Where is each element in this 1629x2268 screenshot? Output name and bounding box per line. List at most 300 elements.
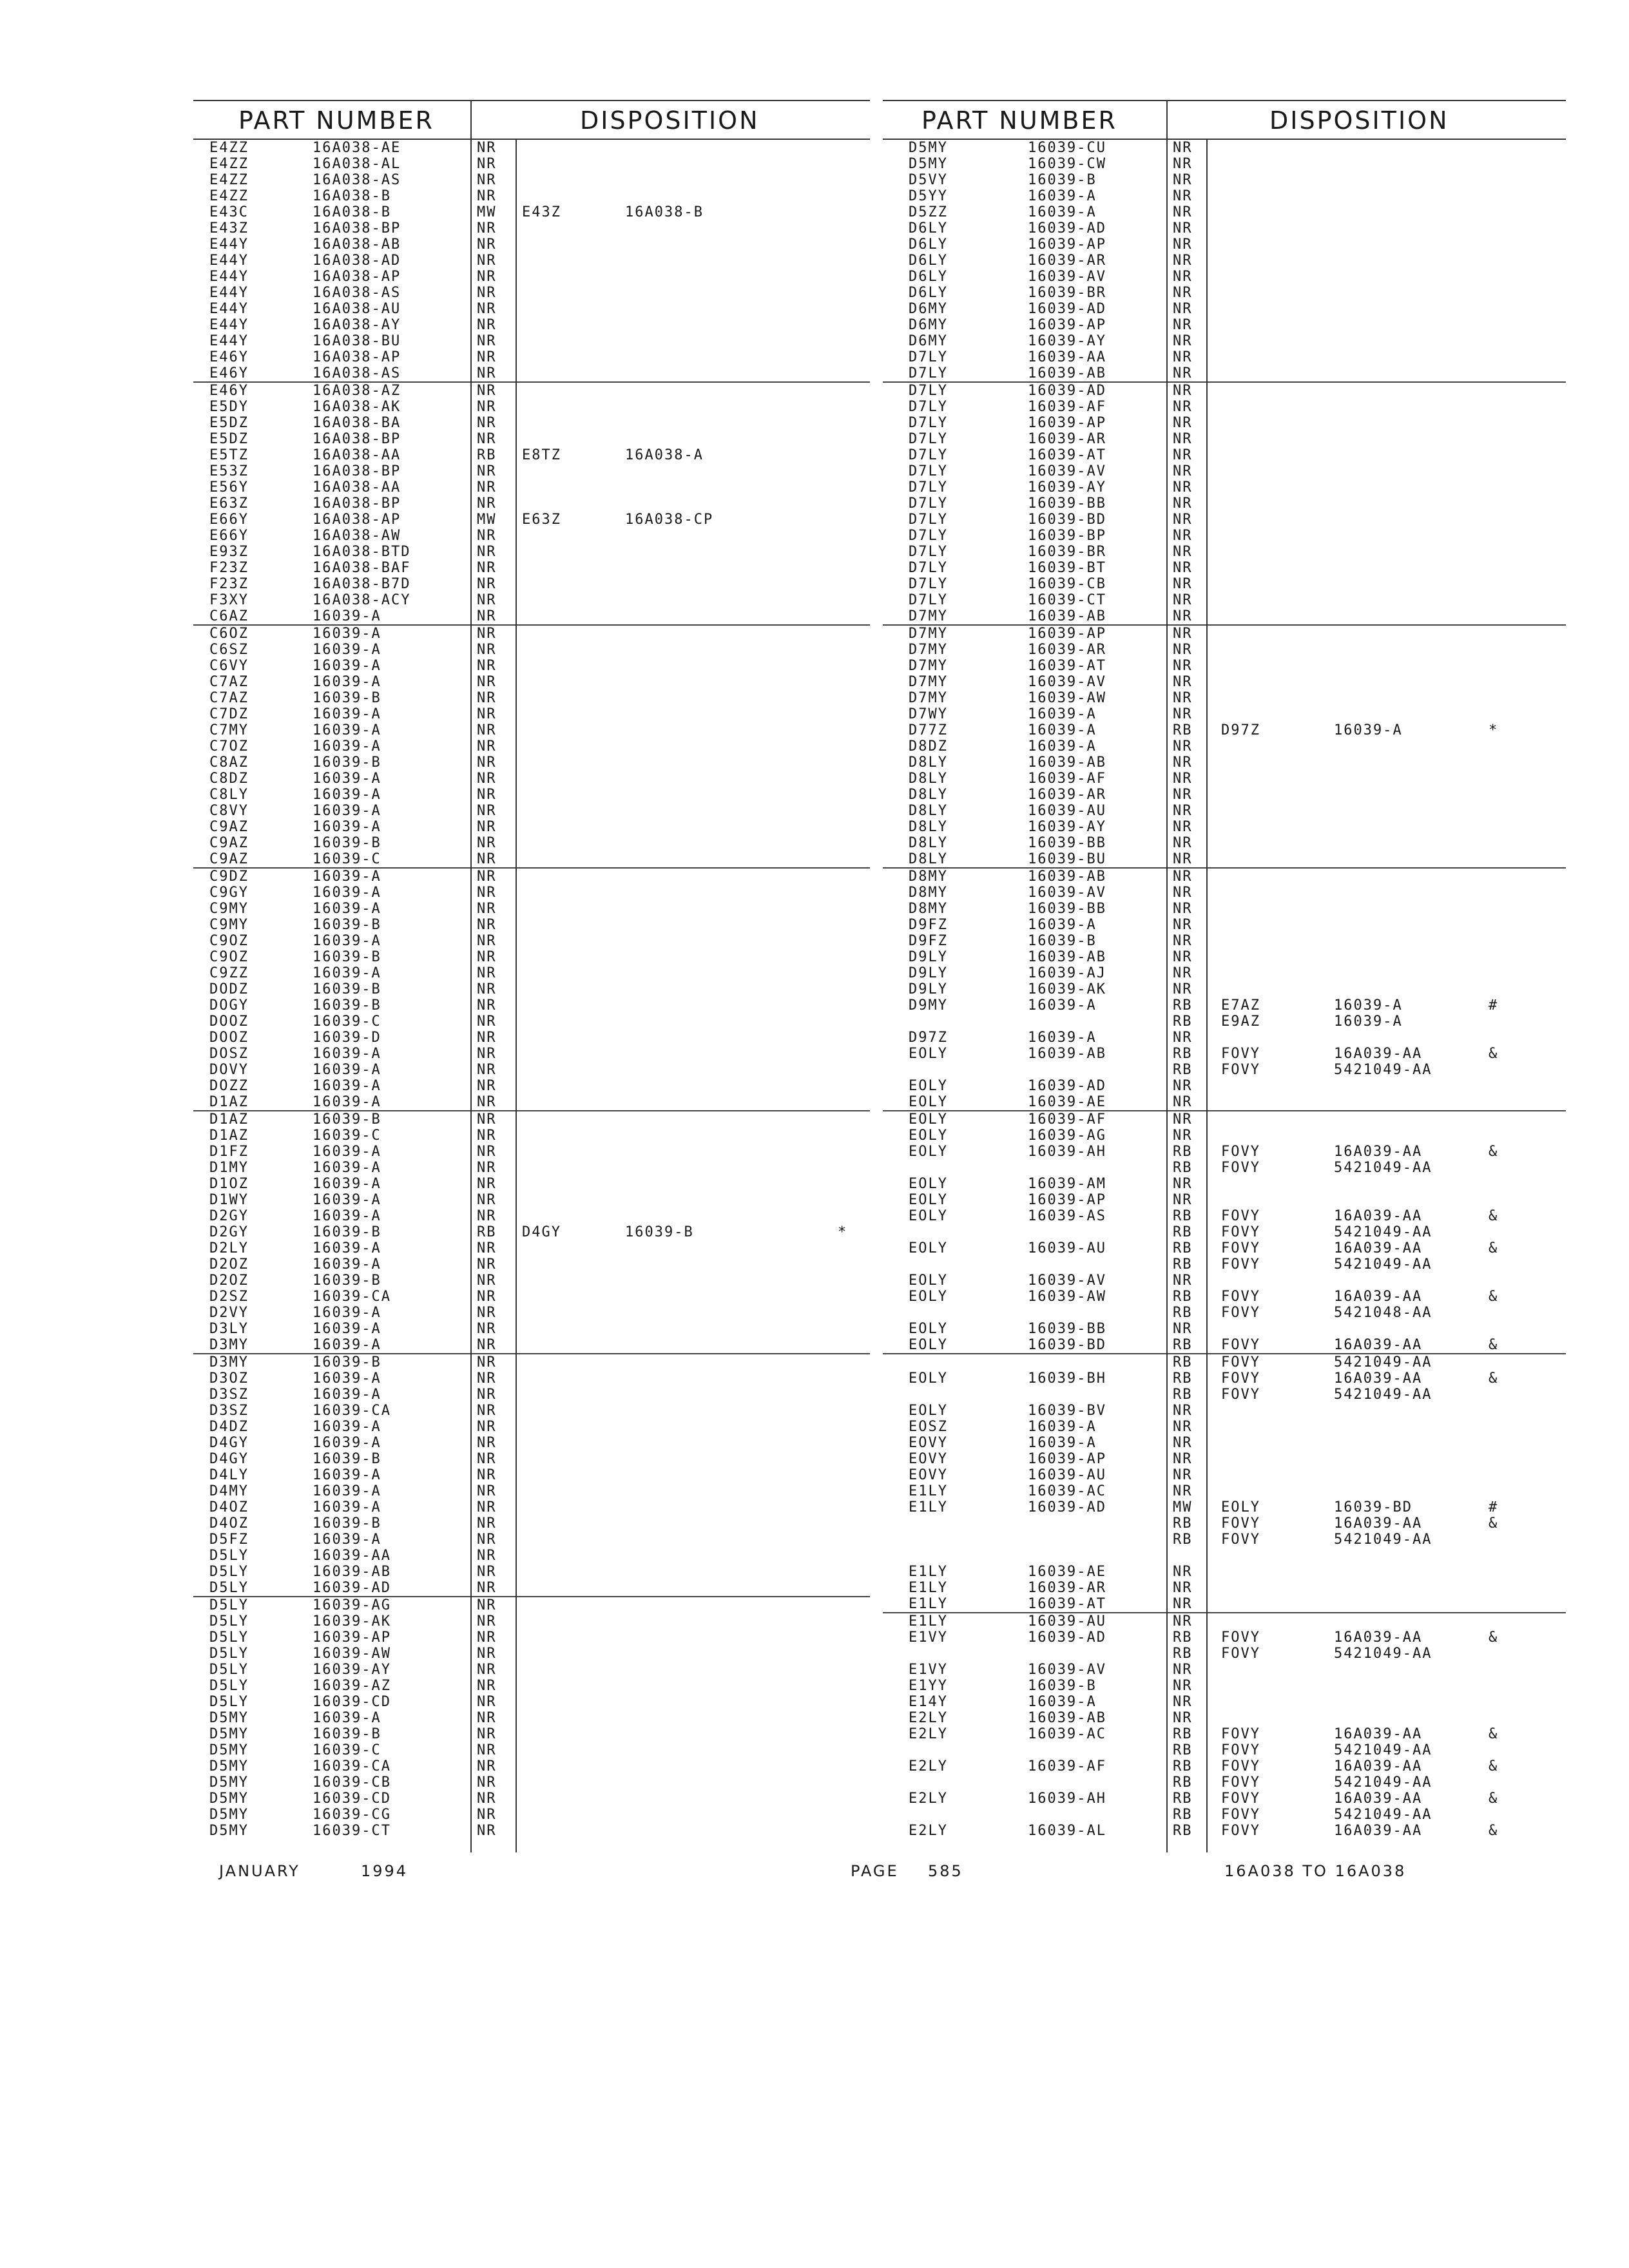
model-code: C8AZ (209, 754, 249, 771)
part-number: 16039-A (313, 885, 381, 901)
disposition-code: NR (477, 1256, 497, 1273)
disposition-code: NR (477, 674, 497, 690)
disposition-code: NR (477, 1240, 497, 1256)
table-row (883, 236, 1566, 253)
part-number: 16039-A (313, 1435, 381, 1451)
disposition-code: NR (1173, 1483, 1193, 1499)
part-number: 16039-A (313, 1305, 381, 1321)
model-code: D97Z (909, 1030, 948, 1046)
model-code: D8MY (909, 869, 948, 885)
table-row (883, 1823, 1566, 1839)
disposition-code: NR (477, 1678, 497, 1694)
disposition-code: NR (1173, 1467, 1193, 1483)
table-row (193, 140, 870, 156)
disposition-code: NR (477, 399, 497, 415)
disposition-code: NR (477, 1580, 497, 1596)
disposition-code: RB (1173, 1224, 1193, 1240)
part-number: 16039-A (313, 1176, 381, 1192)
table-row (883, 447, 1566, 463)
model-code: D5MY (209, 1807, 249, 1823)
model-code: D9LY (909, 981, 948, 997)
model-code: D9LY (909, 949, 948, 965)
disposition-code: NR (477, 544, 497, 560)
table-row (883, 1240, 1566, 1256)
model-code: EOLY (909, 1337, 948, 1353)
disposition-code: NR (1173, 819, 1193, 835)
disposition-code: NR (1173, 1451, 1193, 1467)
disposition-code: RB (477, 1224, 497, 1240)
table-row (883, 1548, 1566, 1564)
part-number: 16039-AC (1028, 1483, 1106, 1499)
table-row (193, 544, 870, 560)
part-number: 16039-AD (1028, 383, 1106, 399)
disposition-code: NR (477, 349, 497, 365)
table-row (883, 1321, 1566, 1337)
disposition-code: NR (477, 1564, 497, 1580)
table-row (193, 1128, 870, 1144)
part-number: 16039-A (313, 706, 381, 722)
part-number: 16039-AA (1028, 349, 1106, 365)
table-row (193, 349, 870, 365)
part-number: 16039-AP (1028, 1451, 1106, 1467)
table-row (193, 1192, 870, 1208)
model-code: E44Y (209, 317, 249, 333)
replacement-model: FOVY (1221, 1823, 1260, 1839)
part-number: 16039-AJ (1028, 965, 1106, 981)
table-row (193, 317, 870, 333)
disposition-code: NR (477, 901, 497, 917)
part-number: 16039-AB (313, 1564, 391, 1580)
model-code: C8DZ (209, 771, 249, 787)
disposition-code: RB (477, 447, 497, 463)
disposition-code: NR (477, 156, 497, 172)
footer-page-label: PAGE (851, 1862, 899, 1880)
part-number: 16039-BR (1028, 544, 1106, 560)
part-number: 16039-AP (1028, 1192, 1106, 1208)
disposition-code: NR (1173, 933, 1193, 949)
disposition-code: NR (477, 1321, 497, 1337)
part-number: 16A038-BU (313, 333, 401, 349)
disposition-code: NR (477, 754, 497, 771)
table-row (193, 1240, 870, 1256)
part-number: 16039-AB (1028, 1710, 1106, 1726)
table-row (883, 1046, 1566, 1062)
replacement-model: FOVY (1221, 1256, 1260, 1273)
model-code: EOLY (909, 1144, 948, 1160)
disposition-code: NR (1173, 771, 1193, 787)
model-code: E63Z (209, 495, 249, 512)
model-code: C7MY (209, 722, 249, 738)
model-code: E1LY (909, 1499, 948, 1515)
table-row (883, 1694, 1566, 1710)
model-code: E14Y (909, 1694, 948, 1710)
disposition-code: MW (1173, 1499, 1193, 1515)
disposition-code: NR (477, 317, 497, 333)
part-number: 16039-D (313, 1030, 381, 1046)
part-number: 16039-AP (313, 1629, 391, 1646)
disposition-code: NR (477, 269, 497, 285)
replacement-part: 5421049-AA (1334, 1062, 1432, 1078)
disposition-code: NR (1173, 1030, 1193, 1046)
table-row (883, 349, 1566, 365)
model-code: E1YY (909, 1678, 948, 1694)
model-code: D8MY (909, 885, 948, 901)
model-code: E1LY (909, 1596, 948, 1612)
disposition-code: NR (477, 1305, 497, 1321)
model-code: D4MY (209, 1483, 249, 1499)
replacement-part: 5421049-AA (1334, 1742, 1432, 1758)
model-code: D8MY (909, 901, 948, 917)
part-number: 16039-B (313, 835, 381, 851)
replacement-part: 16039-B (625, 1224, 694, 1240)
table-row (883, 981, 1566, 997)
disposition-code: NR (477, 949, 497, 965)
part-number: 16039-A (313, 901, 381, 917)
disposition-code: NR (477, 771, 497, 787)
part-number: 16039-CD (313, 1791, 391, 1807)
replacement-part: 16039-A (1334, 997, 1403, 1014)
model-code: D2GY (209, 1208, 249, 1224)
part-number: 16039-AF (1028, 771, 1106, 787)
disposition-code: NR (1173, 1403, 1193, 1419)
part-number-heading: PART NUMBER (238, 106, 434, 135)
part-number: 16A038-AS (313, 365, 401, 381)
disposition-code: NR (477, 608, 497, 624)
disposition-code: NR (477, 787, 497, 803)
disposition-code: RB (1173, 1208, 1193, 1224)
disposition-code: NR (477, 1823, 497, 1839)
disposition-code: NR (1173, 981, 1193, 997)
table-row (883, 495, 1566, 512)
model-code: D7LY (909, 512, 948, 528)
table-row (883, 269, 1566, 285)
model-code: EOLY (909, 1128, 948, 1144)
table-row (193, 1791, 870, 1807)
part-number: 16039-BB (1028, 495, 1106, 512)
table-row (883, 885, 1566, 901)
part-number: 16A038-AU (313, 301, 401, 317)
part-number: 16039-A (313, 1321, 381, 1337)
table-row (883, 690, 1566, 706)
part-number: 16039-A (313, 771, 381, 787)
model-code: E44Y (209, 236, 249, 253)
model-code: D7LY (909, 415, 948, 431)
right-header (883, 100, 1566, 140)
disposition-code: RB (1173, 1726, 1193, 1742)
part-number: 16039-A (1028, 738, 1097, 754)
model-code: E4ZZ (209, 188, 249, 204)
part-number: 16A038-BP (313, 220, 401, 236)
part-number: 16039-AW (313, 1646, 391, 1662)
replacement-part: 5421049-AA (1334, 1256, 1432, 1273)
table-row (883, 642, 1566, 658)
disposition-code: NR (477, 706, 497, 722)
table-row (193, 949, 870, 965)
replacement-model: FOVY (1221, 1387, 1260, 1403)
part-number: 16039-CA (313, 1403, 391, 1419)
model-code: D6LY (909, 236, 948, 253)
disposition-code: RB (1173, 1062, 1193, 1078)
disposition-code: NR (477, 722, 497, 738)
table-row (193, 560, 870, 576)
model-code: D5MY (209, 1710, 249, 1726)
part-number: 16039-AK (1028, 981, 1106, 997)
model-code: D5MY (209, 1726, 249, 1742)
model-code: D6LY (909, 253, 948, 269)
model-code: E4ZZ (209, 172, 249, 188)
table-row (883, 1499, 1566, 1515)
right-code-divider (1206, 139, 1208, 1852)
disposition-code: RB (1173, 1354, 1193, 1370)
table-row (193, 885, 870, 901)
replacement-model: FOVY (1221, 1758, 1260, 1774)
footer-year: 1994 (361, 1862, 409, 1880)
part-number: 16039-AU (1028, 803, 1106, 819)
footer-page-number: 585 (928, 1862, 963, 1880)
model-code: D2GY (209, 1224, 249, 1240)
model-code: D77Z (909, 722, 948, 738)
model-code: DOZZ (209, 1078, 249, 1094)
table-row (883, 1726, 1566, 1742)
table-row (193, 1062, 870, 1078)
replacement-part: 16A039-AA (1334, 1144, 1423, 1160)
part-number: 16039-CG (313, 1807, 391, 1823)
table-row (883, 220, 1566, 236)
model-code: EOLY (909, 1370, 948, 1387)
model-code: DOOZ (209, 1030, 249, 1046)
replacement-model: FOVY (1221, 1046, 1260, 1062)
table-row (883, 949, 1566, 965)
part-number: 16039-B (313, 1515, 381, 1532)
model-code: D5LY (209, 1597, 249, 1613)
table-row (883, 869, 1566, 885)
disposition-code: NR (477, 220, 497, 236)
disposition-code: NR (1173, 787, 1193, 803)
note-mark: & (1489, 1515, 1499, 1532)
part-number: 16039-BP (1028, 528, 1106, 544)
part-number: 16A038-AK (313, 399, 401, 415)
replacement-model: FOVY (1221, 1354, 1260, 1370)
table-row (883, 1030, 1566, 1046)
disposition-code: NR (1173, 1710, 1193, 1726)
part-number: 16039-CW (1028, 156, 1106, 172)
model-code: EOLY (909, 1403, 948, 1419)
table-row (193, 383, 870, 399)
part-number: 16A038-BP (313, 463, 401, 479)
table-row (193, 431, 870, 447)
footer-range: 16A038 TO 16A038 (1224, 1862, 1407, 1880)
table-row (193, 512, 870, 528)
model-code: E44Y (209, 333, 249, 349)
table-row (193, 1387, 870, 1403)
part-number: 16039-AB (1028, 608, 1106, 624)
part-number: 16039-A (313, 787, 381, 803)
model-code: E53Z (209, 463, 249, 479)
model-code: C7DZ (209, 706, 249, 722)
part-number: 16039-A (313, 1160, 381, 1176)
model-code: D5LY (209, 1548, 249, 1564)
disposition-code: NR (1173, 706, 1193, 722)
model-code: C9AZ (209, 819, 249, 835)
replacement-part: 5421049-AA (1334, 1807, 1432, 1823)
note-mark: & (1489, 1791, 1499, 1807)
part-number: 16039-CA (313, 1758, 391, 1774)
part-number: 16039-AR (1028, 642, 1106, 658)
replacement-part: 16A039-AA (1334, 1758, 1423, 1774)
table-row (193, 1662, 870, 1678)
part-number: 16039-A (313, 1208, 381, 1224)
disposition-code: NR (1173, 1111, 1193, 1128)
part-number: 16039-A (313, 1419, 381, 1435)
disposition-code: NR (477, 528, 497, 544)
table-row (193, 917, 870, 933)
note-mark: & (1489, 1370, 1499, 1387)
table-row (193, 156, 870, 172)
part-number: 16039-B (313, 949, 381, 965)
model-code: EOSZ (909, 1419, 948, 1435)
table-row (883, 1208, 1566, 1224)
table-row (193, 1629, 870, 1646)
table-row (193, 236, 870, 253)
part-number: 16039-AD (1028, 1499, 1106, 1515)
table-row (193, 1435, 870, 1451)
model-code: E1LY (909, 1580, 948, 1596)
disposition-code: NR (1173, 140, 1193, 156)
disposition-code: NR (1173, 1094, 1193, 1110)
table-row (883, 1758, 1566, 1774)
model-code: EOLY (909, 1321, 948, 1337)
part-number: 16A038-AL (313, 156, 401, 172)
table-row (193, 965, 870, 981)
table-row (883, 1791, 1566, 1807)
part-number: 16039-AD (1028, 1078, 1106, 1094)
model-code: E44Y (209, 269, 249, 285)
note-mark: & (1489, 1726, 1499, 1742)
model-code: E1VY (909, 1629, 948, 1646)
part-number: 16039-AV (1028, 1273, 1106, 1289)
table-row (193, 269, 870, 285)
disposition-code: NR (1173, 835, 1193, 851)
part-number: 16039-A (1028, 1030, 1097, 1046)
disposition-code: NR (477, 333, 497, 349)
replacement-part: 5421049-AA (1334, 1354, 1432, 1370)
model-code: D4OZ (209, 1499, 249, 1515)
replacement-model: FOVY (1221, 1726, 1260, 1742)
disposition-code: NR (1173, 479, 1193, 495)
part-number: 16039-AB (1028, 754, 1106, 771)
part-number: 16A038-AA (313, 479, 401, 495)
model-code: D8LY (909, 754, 948, 771)
disposition-code: RB (1173, 997, 1193, 1014)
disposition-code: NR (477, 236, 497, 253)
model-code: C7OZ (209, 738, 249, 754)
disposition-code: NR (1173, 415, 1193, 431)
table-row (883, 317, 1566, 333)
model-code: E2LY (909, 1791, 948, 1807)
part-number: 16039-B (313, 1451, 381, 1467)
part-number: 16039-B (1028, 933, 1097, 949)
table-row (883, 608, 1566, 626)
disposition-code: NR (477, 819, 497, 835)
model-code: E43C (209, 204, 249, 220)
table-row (193, 1548, 870, 1564)
table-row (883, 754, 1566, 771)
disposition-code: NR (1173, 803, 1193, 819)
model-code: D6MY (909, 333, 948, 349)
disposition-code: NR (477, 1128, 497, 1144)
part-number: 16039-A (313, 642, 381, 658)
model-code: D4GY (209, 1451, 249, 1467)
model-code: E1LY (909, 1613, 948, 1629)
replacement-model: FOVY (1221, 1224, 1260, 1240)
table-row (883, 1192, 1566, 1208)
disposition-code: NR (477, 1742, 497, 1758)
disposition-code: NR (477, 188, 497, 204)
model-code: C6OZ (209, 626, 249, 642)
replacement-model: FOVY (1221, 1646, 1260, 1662)
table-row (883, 301, 1566, 317)
disposition-code: NR (477, 1597, 497, 1613)
disposition-code: NR (1173, 1596, 1193, 1612)
disposition-code: RB (1173, 1240, 1193, 1256)
table-row (193, 172, 870, 188)
table-row (193, 771, 870, 787)
left-code-divider (516, 139, 517, 1852)
replacement-part: 16A039-AA (1334, 1629, 1423, 1646)
model-code: D8LY (909, 803, 948, 819)
model-code: D7LY (909, 431, 948, 447)
model-code: E43Z (209, 220, 249, 236)
table-row (193, 835, 870, 851)
replacement-part: 5421049-AA (1334, 1224, 1432, 1240)
model-code: D2LY (209, 1240, 249, 1256)
model-code: D3LY (209, 1321, 249, 1337)
table-row (193, 1742, 870, 1758)
model-code: F23Z (209, 576, 249, 592)
table-row (193, 1483, 870, 1499)
disposition-code: NR (1173, 608, 1193, 624)
table-row (193, 738, 870, 754)
model-code: EOVY (909, 1467, 948, 1483)
replacement-model: FOVY (1221, 1062, 1260, 1078)
table-row (883, 1467, 1566, 1483)
disposition-code: NR (1173, 1078, 1193, 1094)
disposition-code: NR (477, 965, 497, 981)
model-code: D7LY (909, 349, 948, 365)
model-code: C9ZZ (209, 965, 249, 981)
table-row (193, 1597, 870, 1613)
model-code: D7LY (909, 383, 948, 399)
table-row (883, 1613, 1566, 1629)
part-number: 16039-A (1028, 1419, 1097, 1435)
left-column (193, 100, 870, 1839)
table-row (193, 1515, 870, 1532)
disposition-code: NR (477, 431, 497, 447)
part-number: 16A038-BA (313, 415, 401, 431)
part-number: 16039-A (1028, 204, 1097, 220)
disposition-code: NR (1173, 188, 1193, 204)
model-code: D4GY (209, 1435, 249, 1451)
model-code: C9MY (209, 901, 249, 917)
table-row (193, 626, 870, 642)
part-number: 16039-AG (1028, 1128, 1106, 1144)
disposition-code: NR (1173, 528, 1193, 544)
table-row (883, 626, 1566, 642)
part-number: 16039-AD (1028, 1629, 1106, 1646)
table-row (193, 204, 870, 220)
model-code: C7AZ (209, 674, 249, 690)
part-number: 16039-AH (1028, 1791, 1106, 1807)
